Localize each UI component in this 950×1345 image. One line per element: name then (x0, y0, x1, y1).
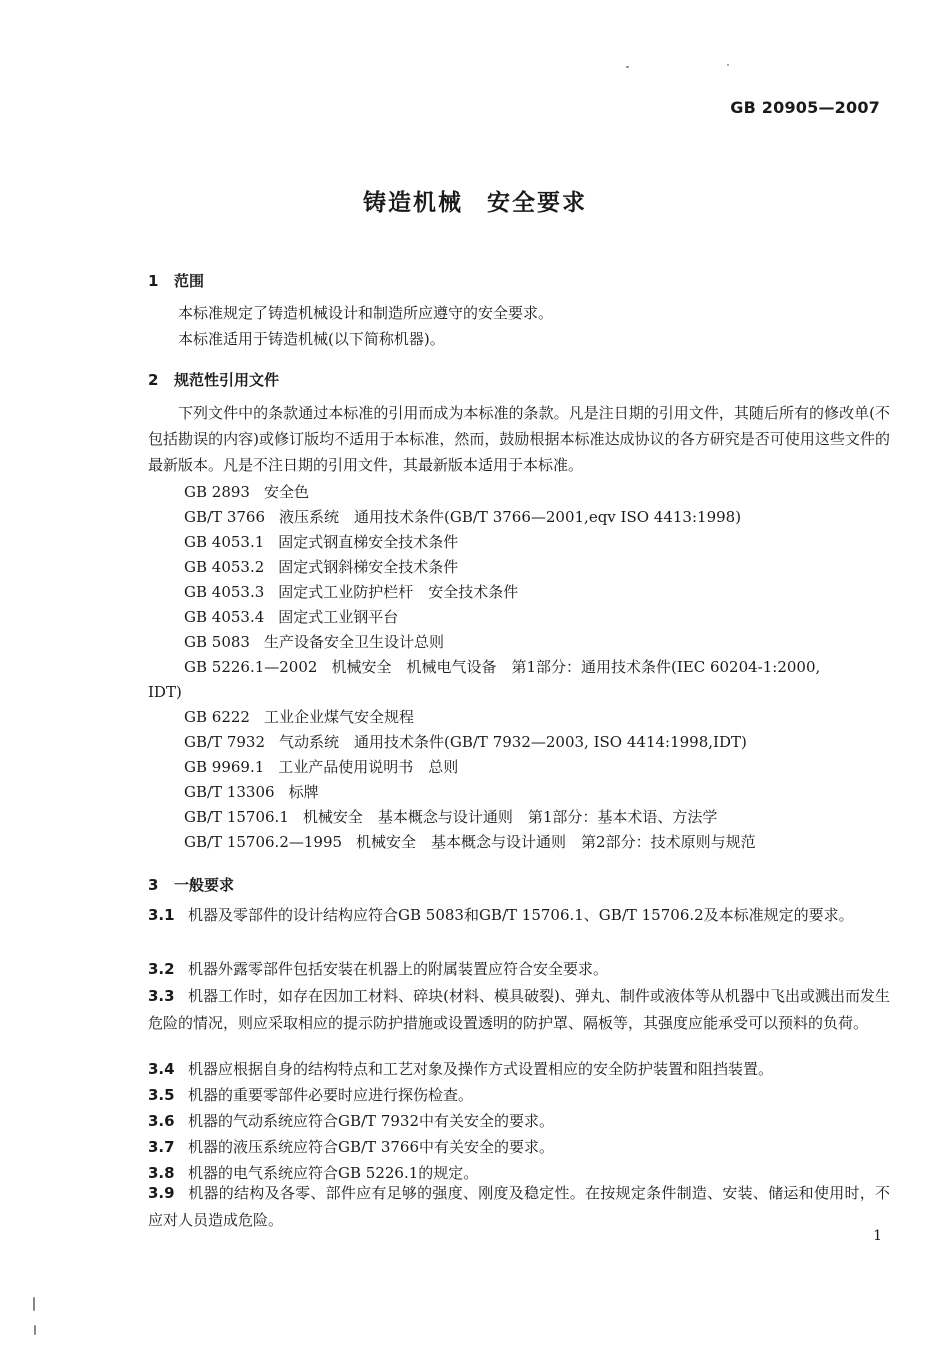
reference-code: GB 4053.2 (184, 558, 265, 576)
clause-number: 3.4 (148, 1060, 175, 1078)
reference-title: 机械安全 基本概念与设计通则 第1部分：基本术语、方法学 (302, 808, 718, 826)
clause-text: 机器的结构及各零、部件应有足够的强度、刚度及稳定性。在按规定条件制造、安装、储运和使用时，不应对人员造成危险。 (148, 1184, 890, 1229)
reference-item (184, 805, 717, 829)
section-3-heading (148, 874, 234, 895)
reference-code: GB 9969.1 (184, 758, 265, 776)
reference-title: 机械安全 基本概念与设计通则 第2部分：技术原则与规范 (356, 833, 756, 851)
reference-code: GB 6222 (184, 708, 250, 726)
scan-speck (33, 1297, 35, 1311)
clause-number: 3.2 (148, 960, 175, 978)
reference-code: GB 5226.1—2002 (184, 658, 318, 676)
reference-code: GB/T 15706.1 (184, 808, 289, 826)
clause-3-4 (148, 1056, 890, 1083)
section-2-intro: 下列文件中的条款通过本标准的引用而成为本标准的条款。凡是注日期的引用文件，其随后所有的修改单(不包括勘误的内容)或修订版均不适用于本标准，然而，鼓励根据本标准达成协议的各方研究是否可使用这些文件的最新版本。凡是不注日期的引用文件，其最新版本适用于本标准。 (148, 404, 890, 474)
clause-text: 机器的电气系统应符合GB 5226.1的规定。 (188, 1164, 479, 1182)
reference-item (184, 630, 444, 654)
clause-number: 3.9 (148, 1184, 175, 1202)
section-1-paragraph: 本标准规定了铸造机械设计和制造所应遵守的安全要求。 (178, 304, 554, 322)
clause-3-2 (148, 956, 890, 983)
reference-item (184, 655, 820, 679)
reference-code: GB/T 3766 (184, 508, 266, 526)
reference-code: GB/T 7932 (184, 733, 266, 751)
clause-text: 机器的重要零部件必要时应进行探伤检查。 (188, 1086, 474, 1104)
reference-title: 安全色 (263, 483, 309, 501)
reference-item (184, 480, 309, 504)
reference-title: 标牌 (288, 783, 319, 801)
reference-code: GB 4053.4 (184, 608, 265, 626)
clause-text: 机器及零部件的设计结构应符合GB 5083和GB/T 15706.1、GB/T 15706.2及本标准规定的要求。 (188, 906, 854, 924)
standard-code: GB 20905—2007 (730, 98, 880, 117)
reference-code: GB 5083 (184, 633, 250, 651)
section-number: 2 (148, 371, 159, 389)
title-part-1: 铸造机械 (363, 190, 463, 216)
reference-item (184, 830, 756, 854)
page-number: 1 (873, 1228, 882, 1244)
clause-3-5 (148, 1082, 890, 1109)
reference-item (184, 705, 414, 729)
reference-item (184, 555, 458, 579)
clause-3-9 (148, 1180, 890, 1234)
section-number: 1 (148, 272, 159, 290)
clause-number: 3.3 (148, 987, 175, 1005)
clause-number: 3.8 (148, 1164, 175, 1182)
reference-item (184, 780, 319, 804)
clause-number: 3.6 (148, 1112, 175, 1130)
reference-code: GB 4053.1 (184, 533, 265, 551)
clause-number: 3.5 (148, 1086, 175, 1104)
reference-title: 机械安全 机械电气设备 第1部分：通用技术条件(IEC 60204-1:2000, (331, 658, 821, 676)
reference-code: GB 4053.3 (184, 583, 265, 601)
document-title (0, 184, 950, 217)
reference-item (184, 580, 518, 604)
section-number: 3 (148, 876, 159, 894)
reference-title: 固定式钢斜梯安全技术条件 (278, 558, 459, 576)
reference-title: 工业企业煤气安全规程 (263, 708, 414, 726)
section-title: 范围 (174, 272, 205, 290)
section-title: 规范性引用文件 (174, 371, 280, 389)
section-title: 一般要求 (174, 876, 235, 894)
reference-item (184, 755, 458, 779)
reference-title: 生产设备安全卫生设计总则 (263, 633, 444, 651)
reference-title: 气动系统 通用技术条件(GB/T 7932—2003, ISO 4414:1998,IDT) (279, 733, 747, 751)
clause-text: 机器的液压系统应符合GB/T 3766中有关安全的要求。 (188, 1138, 555, 1156)
reference-code: GB/T 13306 (184, 783, 275, 801)
reference-item (184, 505, 741, 529)
section-1-heading (148, 270, 204, 291)
reference-continuation: IDT) (148, 683, 182, 701)
scan-speck (34, 1325, 36, 1335)
reference-title: 工业产品使用说明书 总则 (278, 758, 459, 776)
clause-3-6 (148, 1108, 890, 1135)
reference-title: 固定式工业钢平台 (278, 608, 399, 626)
reference-code: GB/T 15706.2—1995 (184, 833, 343, 851)
reference-title: 液压系统 通用技术条件(GB/T 3766—2001,eqv ISO 4413:1998) (279, 508, 742, 526)
scan-speck (626, 66, 629, 68)
clause-text: 机器应根据自身的结构特点和工艺对象及操作方式设置相应的安全防护装置和阻挡装置。 (188, 1060, 774, 1078)
reference-item (184, 605, 398, 629)
clause-text: 机器工作时，如存在因加工材料、碎块(材料、模具破裂)、弹丸、制件或液体等从机器中飞出或溅出而发生危险的情况，则应采取相应的提示防护措施或设置透明的防护罩、隔板等，其强度应能承受可以预料的负荷。 (148, 987, 890, 1032)
section-1-paragraph: 本标准适用于铸造机械(以下简称机器)。 (178, 330, 445, 348)
clause-3-3 (148, 983, 890, 1037)
clause-text: 机器外露零部件包括安装在机器上的附属装置应符合安全要求。 (188, 960, 609, 978)
clause-3-7 (148, 1134, 890, 1161)
clause-number: 3.1 (148, 906, 175, 924)
scan-speck (727, 64, 729, 66)
reference-title: 固定式钢直梯安全技术条件 (278, 533, 459, 551)
reference-item (184, 730, 747, 754)
reference-item (184, 530, 458, 554)
clause-number: 3.7 (148, 1138, 175, 1156)
clause-3-1 (148, 902, 890, 929)
reference-title: 固定式工业防护栏杆 安全技术条件 (278, 583, 519, 601)
clause-text: 机器的气动系统应符合GB/T 7932中有关安全的要求。 (188, 1112, 555, 1130)
reference-code: GB 2893 (184, 483, 250, 501)
title-part-2: 安全要求 (487, 190, 587, 216)
section-2-heading (148, 369, 279, 390)
